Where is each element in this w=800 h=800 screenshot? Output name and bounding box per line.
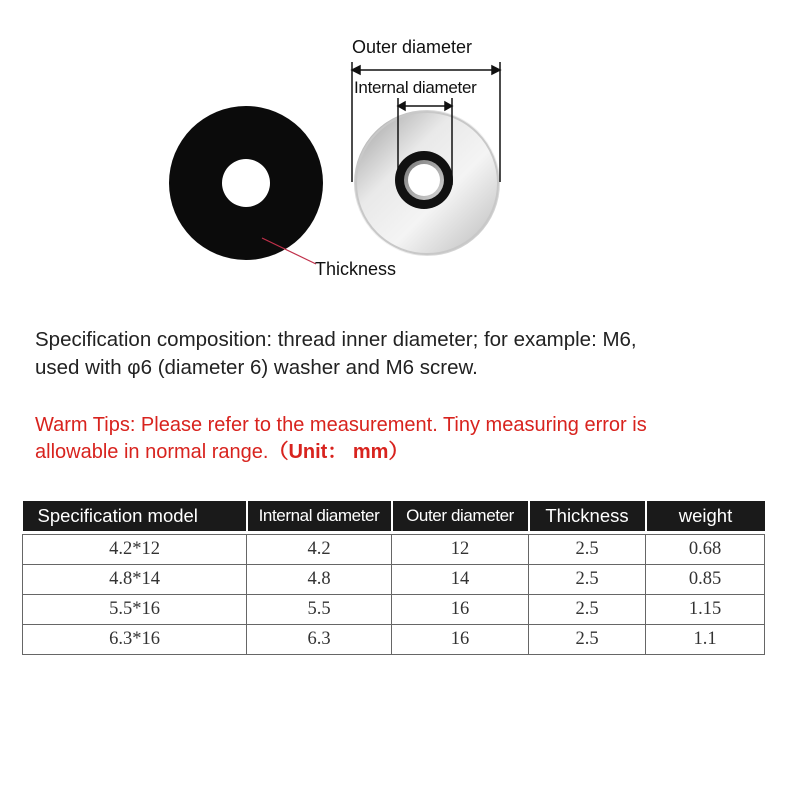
cell-internal-diameter: 5.5	[247, 595, 392, 625]
washer-diagram	[0, 0, 800, 300]
header-weight: weight	[646, 501, 765, 531]
header-specification-model: Specification model	[23, 501, 247, 531]
header-outer-diameter: Outer diameter	[392, 501, 529, 531]
table-header-row	[23, 501, 765, 531]
internal-diameter-label: Internal diameter	[354, 78, 477, 97]
spec-line-1: Specification composition: thread inner diameter; for example: M6,	[35, 328, 637, 351]
cell-weight: 1.1	[646, 625, 765, 655]
cell-thickness: 2.5	[529, 625, 646, 655]
cell-internal-diameter: 6.3	[247, 625, 392, 655]
cell-weight: 1.15	[646, 595, 765, 625]
cell-outer-diameter: 14	[392, 565, 529, 595]
cell-outer-diameter: 16	[392, 625, 529, 655]
table-row	[23, 565, 765, 595]
cell-model: 6.3*16	[23, 625, 247, 655]
metal-washer	[354, 110, 500, 256]
cell-thickness: 2.5	[529, 535, 646, 565]
thickness-label: Thickness	[315, 259, 397, 279]
specification-description	[35, 326, 785, 382]
warm-tips	[35, 412, 785, 466]
header-thickness: Thickness	[529, 501, 646, 531]
cell-internal-diameter: 4.2	[247, 535, 392, 565]
tips-line-1: Warm Tips: Please refer to the measurement. Tiny measuring error is	[35, 414, 647, 436]
outer-diameter-label: Outer diameter	[352, 37, 473, 57]
cell-weight: 0.68	[646, 535, 765, 565]
specification-table	[22, 501, 765, 655]
table-row	[23, 625, 765, 655]
cell-internal-diameter: 4.8	[247, 565, 392, 595]
cell-outer-diameter: 12	[392, 535, 529, 565]
cell-model: 5.5*16	[23, 595, 247, 625]
tips-line-2	[35, 439, 785, 466]
cell-outer-diameter: 16	[392, 595, 529, 625]
cell-model: 4.2*12	[23, 535, 247, 565]
table-row	[23, 535, 765, 565]
tips-line-2-text: allowable in normal range.	[35, 441, 269, 463]
black-washer	[169, 106, 323, 260]
unit-note: （Unit： mm）	[268, 441, 409, 463]
spec-line-2: used with φ6 (diameter 6) washer and M6 screw.	[35, 356, 478, 379]
cell-thickness: 2.5	[529, 565, 646, 595]
header-internal-diameter: Internal diameter	[247, 501, 392, 531]
cell-model: 4.8*14	[23, 565, 247, 595]
table-row	[23, 595, 765, 625]
cell-weight: 0.85	[646, 565, 765, 595]
cell-thickness: 2.5	[529, 595, 646, 625]
